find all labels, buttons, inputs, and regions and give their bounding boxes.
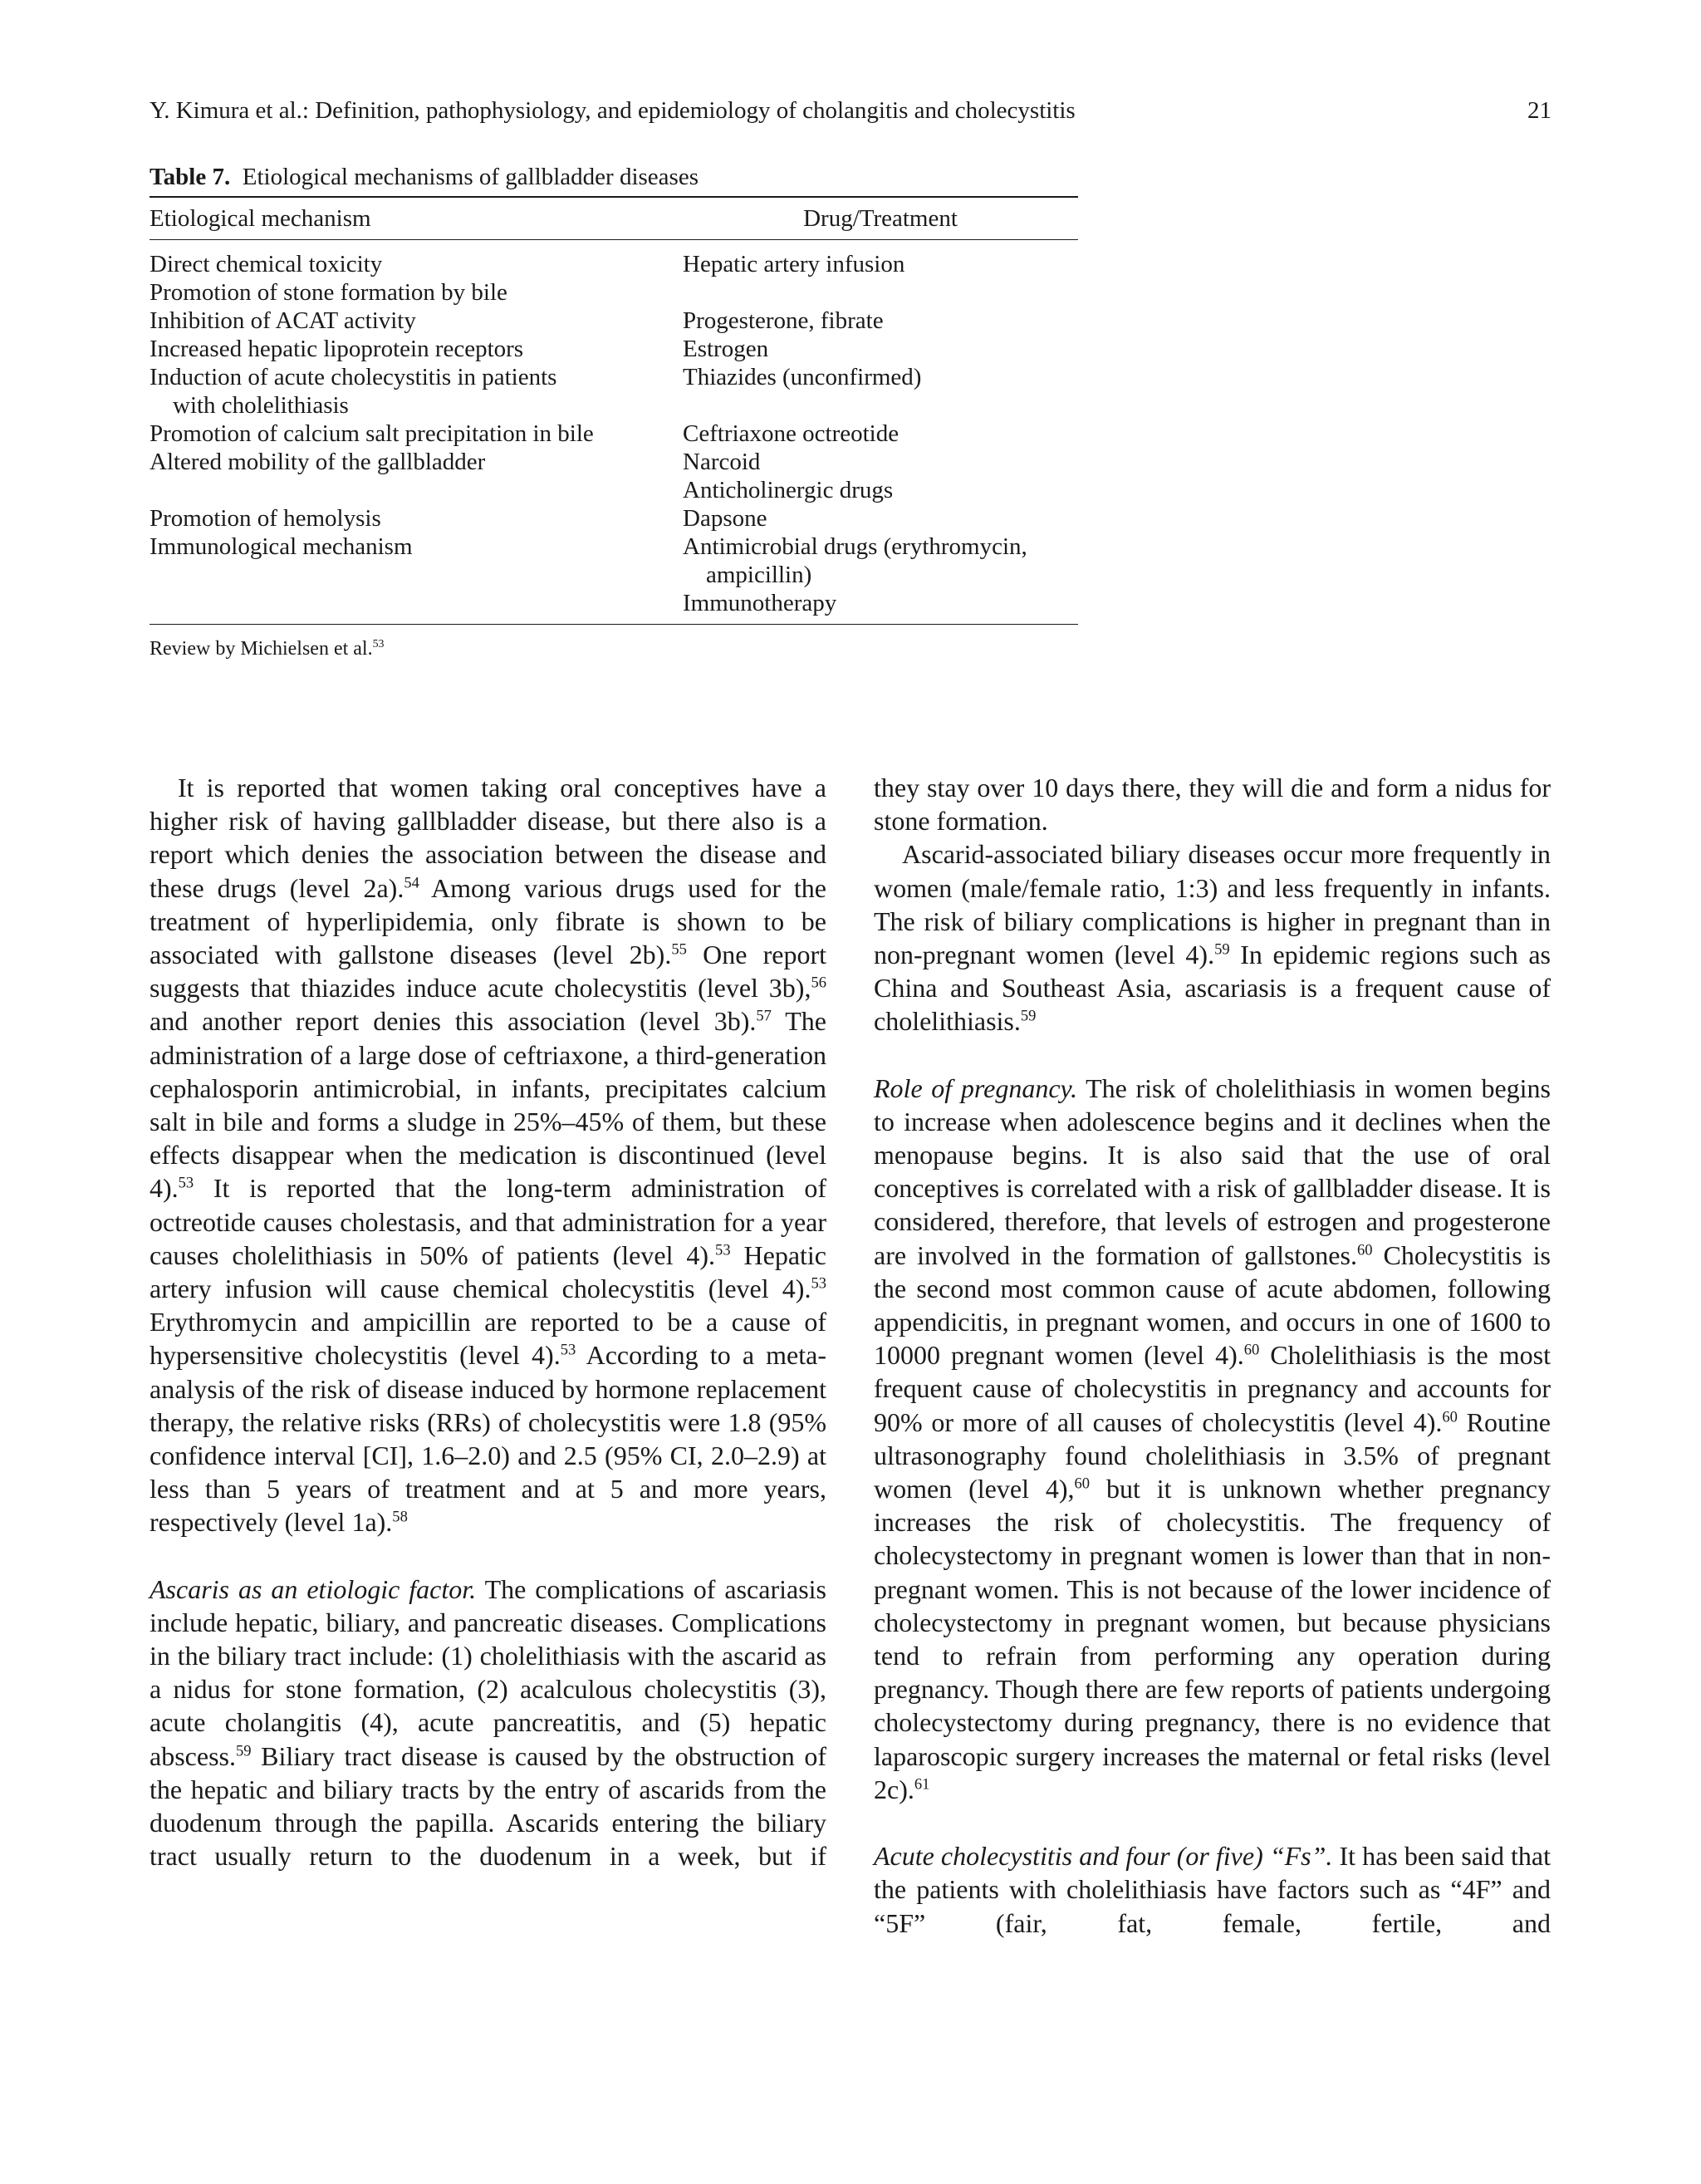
- table-cell: Anticholinergic drugs: [683, 477, 894, 503]
- table-cell: Hepatic artery infusion: [683, 251, 905, 277]
- citation-ref: 60: [1442, 1408, 1458, 1426]
- table-cell: [150, 589, 683, 625]
- table-title: Etiological mechanisms of gallbladder diseases: [242, 164, 699, 190]
- citation-ref: 61: [914, 1775, 930, 1794]
- section-heading: Role of pregnancy.: [874, 1072, 1077, 1103]
- right-column: [874, 771, 1551, 1940]
- citation-ref: 59: [1214, 940, 1230, 959]
- table-cell: [683, 391, 1078, 420]
- table-cell: Estrogen: [683, 336, 769, 362]
- section-heading: Ascaris as an etiologic factor.: [150, 1573, 477, 1604]
- col-header-mechanism: Etiological mechanism: [150, 197, 683, 240]
- table-row: [150, 561, 1078, 589]
- table-cell: [150, 476, 683, 504]
- table-cell: Progesterone, fibrate: [683, 307, 884, 334]
- table-row: [150, 589, 1078, 625]
- table-cell: Immunotherapy: [683, 590, 837, 616]
- citation-ref: 53: [811, 1274, 826, 1293]
- table-cell: Immunological mechanism: [150, 533, 413, 560]
- table-cell-continuation: ampicillin): [706, 562, 812, 588]
- table-row: [150, 533, 1078, 561]
- table-cell: Increased hepatic lipoprotein receptors: [150, 336, 524, 362]
- table-header-row: [150, 197, 1078, 240]
- page-number: 21: [1527, 97, 1551, 124]
- table-cell: Antimicrobial drugs (erythromycin,: [683, 533, 1027, 560]
- table-row: [150, 391, 1078, 420]
- table-cell: [150, 561, 683, 589]
- table-caption: [150, 163, 1078, 191]
- citation-ref: 59: [1020, 1007, 1037, 1025]
- table-cell-continuation: with cholelithiasis: [173, 392, 349, 419]
- table-cell: Direct chemical toxicity: [150, 251, 383, 277]
- citation-ref: 53: [715, 1241, 731, 1259]
- table-row: [150, 278, 1078, 307]
- paragraph-four-fs: Acute cholecystitis and four (or five) “Fs”. It has been said that the patients with cholelithiasis have factors such as “4F” and “5F” (fair, fat, female, fertile, and: [874, 1841, 1551, 1938]
- table-label: Table 7.: [150, 164, 231, 190]
- table-row: [150, 335, 1078, 363]
- table-cell: [683, 278, 1078, 307]
- table-row: [150, 420, 1078, 448]
- paragraph-ascaris: Ascaris as an etiologic factor. The complications of ascariasis include hepatic, biliary, and pancreatic diseases. Complications in the biliary tract include: (1) cholelithiasis with the ascarid as a nidus for stone formation, (2) acalculous cholecystitis (3), acute cholangitis (4), acute pancreatitis, and (5) hepatic abscess.$^{59}$ Biliary tract disease is caused by the obstruction of the hepatic and biliary tracts by the entry of ascarids from the duodenum through the papilla. Ascarids entering the biliary tract usually return to the duodenum in a week, but if: [150, 1573, 827, 1872]
- col-header-drug: Drug/Treatment: [683, 197, 1078, 240]
- paragraph-drugs: It is reported that women taking oral conceptives have a higher risk of having gallbladder disease, but there also is a report which denies the association between the disease and these drugs (level 2a).$^{54}$ Among various drugs used for the treatment of hyperlipidemia, only fibrate is shown to be associated with gallstone diseases (level 2b).$^{55}$ One report suggests that thiazides induce acute cholecystitis (level 3b),$^{56}$ and another report denies this association (level 3b).$^{57}$ The administration of a large dose of ceftriaxone, a third-generation cephalosporin antimicrobial, in infants, precipitates calcium salt in bile and forms a sludge in 25%–45% of them, but these effects disappear when the medication is discontinued (level 4).$^{53}$ It is reported that the long-term administration of octreotide causes cholestasis, and that administration for a year causes cholelithiasis in 50% of patients (level 4).$^{53}$ Hepatic artery infusion will cause chemical cholecystitis (level 4).$^{53}$ Erythromycin and ampicillin are reported to be a cause of hypersensitive cholecystitis (level 4).$^{53}$ According to a meta-analysis of the risk of disease induced by hormone replacement therapy, the relative risks (RRs) of cholecystitis were 1.8 (95% confidence interval [CI], 1.6–2.0) and 2.5 (95% CI, 2.0–2.9) at less than 5 years of treatment and at 5 and more years, respectively (level 1a).$^{58}$: [150, 773, 827, 1538]
- citation-ref: 55: [671, 940, 687, 959]
- table-cell: Inhibition of ACAT activity: [150, 307, 416, 334]
- citation-ref: 56: [811, 974, 826, 992]
- table-row: [150, 504, 1078, 533]
- table-row: [150, 448, 1078, 476]
- table-cell: Promotion of hemolysis: [150, 505, 381, 532]
- table-row: [150, 240, 1078, 279]
- table-footnote: Review by Michielsen et al.$^{53}$: [150, 638, 385, 660]
- citation-ref: 58: [392, 1508, 408, 1526]
- table-cell: Dapsone: [683, 505, 767, 532]
- running-title: Y. Kimura et al.: Definition, pathophysiology, and epidemiology of cholangitis and cholecystitis: [150, 97, 1076, 124]
- table-cell: Thiazides (unconfirmed): [683, 364, 922, 390]
- citation-ref: 53: [372, 638, 385, 650]
- paragraph-ascarid-diseases: Ascarid-associated biliary diseases occur more frequently in women (male/female ratio, 1:3) and less frequently in infants. The risk of biliary complications is higher in pregnant than in non-pregnant women (level 4).$^{59}$ In epidemic regions such as China and Southeast Asia, ascariasis is a frequent cause of cholelithiasis.$^{59}$: [874, 839, 1551, 1037]
- table-cell: Altered mobility of the gallbladder: [150, 449, 486, 475]
- table-cell: Promotion of calcium salt precipitation in bile: [150, 420, 594, 447]
- table-row: [150, 307, 1078, 335]
- left-column: [150, 771, 826, 1873]
- paragraph-pregnancy: Role of pregnancy. The risk of cholelithiasis in women begins to increase when adolescence begins and it declines when the menopause begins. It is also said that the use of oral conceptives is correlated with a risk of gallbladder disease. It is considered, therefore, that levels of estrogen and progesterone are involved in the formation of gallstones.$^{60}$ Cholecystitis is the second most common cause of acute abdomen, following appendicitis, in pregnant women, and occurs in one of 1600 to 10000 pregnant women (level 4).$^{60}$ Cholelithiasis is the most frequent cause of cholecystitis in pregnancy and accounts for 90% or more of all causes of cholecystitis (level 4).$^{60}$ Routine ultrasonography found cholelithiasis in 3.5% of pregnant women (level 4),$^{60}$ but it is unknown whether pregnancy increases the risk of cholecystitis. The frequency of cholecystectomy in pregnant women is lower than that in non-pregnant women. This is not because of the lower incidence of cholecystectomy in pregnant women, but because physicians tend to refrain from performing any operation during pregnancy. Though there are few reports of patients undergoing cholecystectomy during pregnancy, there is no evidence that laparoscopic surgery increases the maternal or fetal risks (level 2c).$^{61}$: [874, 1072, 1551, 1804]
- citation-ref: 60: [1356, 1240, 1373, 1259]
- table-cell: Narcoid: [683, 449, 761, 475]
- citation-ref: 60: [1243, 1341, 1260, 1359]
- citation-ref: 59: [235, 1742, 252, 1760]
- citation-ref: 57: [756, 1007, 772, 1025]
- paragraph-continuation: they stay over 10 days there, they will die and form a nidus for stone formation.: [874, 773, 1551, 837]
- running-head: [150, 96, 1551, 125]
- citation-ref: 60: [1074, 1475, 1091, 1493]
- table-grid: [150, 196, 1078, 625]
- table-cell: Promotion of stone formation by bile: [150, 279, 507, 306]
- citation-ref: 54: [404, 873, 419, 891]
- table-7: [150, 163, 1078, 663]
- section-heading: Acute cholecystitis and four (or five) “Fs”.: [874, 1841, 1333, 1872]
- table-row: [150, 476, 1078, 504]
- citation-ref: 53: [560, 1341, 576, 1359]
- citation-ref: 53: [178, 1174, 194, 1192]
- table-row: [150, 363, 1078, 391]
- table-cell: Ceftriaxone octreotide: [683, 420, 900, 447]
- table-cell: Induction of acute cholecystitis in patients: [150, 364, 557, 390]
